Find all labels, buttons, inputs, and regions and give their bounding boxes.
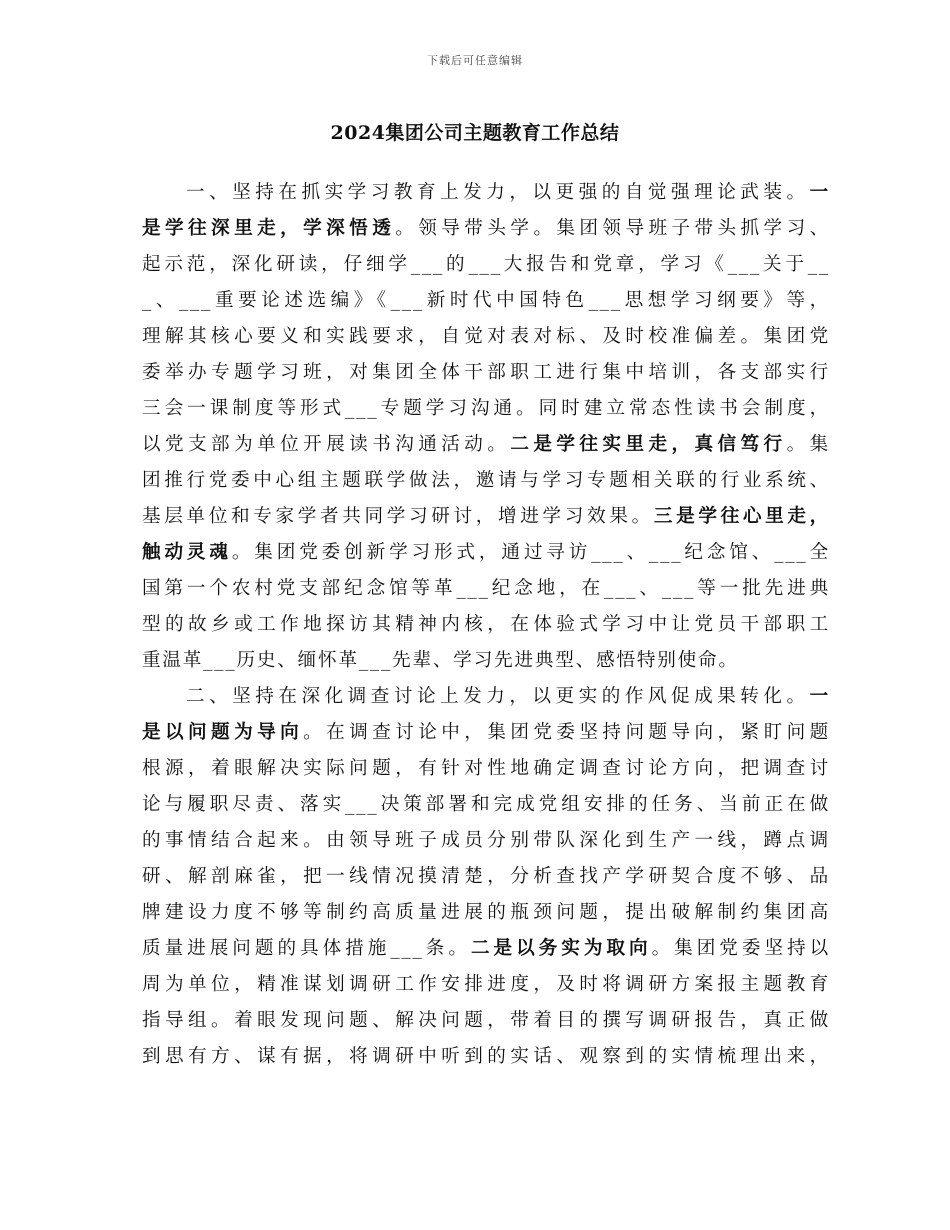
bold-text-segment: 是学往深里走，学深悟透 bbox=[142, 218, 396, 239]
text-line bbox=[142, 859, 830, 895]
bold-text-segment: 二是以务实为取向 bbox=[470, 938, 652, 959]
text-line bbox=[142, 535, 830, 571]
text-segment: 周为单位，精准谋划调研工作安排进度，及时将调研方案报主题教育 bbox=[142, 974, 830, 995]
text-segment: 团推行党委中心组主题联学做法，邀请与学习专题相关联的行业系统、 bbox=[142, 470, 830, 491]
text-segment: 国第一个农村党支部纪念馆等革___纪念地，在___、___等一批先进典 bbox=[142, 578, 830, 599]
text-line bbox=[142, 463, 830, 499]
text-line bbox=[142, 787, 830, 823]
text-line bbox=[142, 211, 830, 247]
text-segment: 。领导带头学。集团领导班子带头抓学习、 bbox=[395, 218, 830, 239]
document-body bbox=[142, 175, 830, 1075]
header-note: 下载后可任意编辑 bbox=[427, 54, 523, 67]
text-line bbox=[142, 319, 830, 355]
text-segment: 指导组。着眼发现问题、解决问题，带着目的撰写调研报告，真正做 bbox=[142, 1010, 830, 1031]
text-segment: 三会一课制度等形式___专题学习沟通。同时建立常态性读书会制度， bbox=[142, 398, 830, 419]
bold-text-segment: 三是学往心里走， bbox=[653, 506, 830, 527]
text-segment: 研、解剖麻雀，把一线情况摸清楚，分析查找产学研契合度不够、品 bbox=[142, 866, 830, 887]
text-line bbox=[142, 391, 830, 427]
text-segment: 。在调查讨论中，集团党委坚持问题导向，紧盯问题 bbox=[303, 722, 830, 743]
document-title: 2024集团公司主题教育工作总结 bbox=[330, 122, 620, 144]
text-segment: _、___重要论述选编》《___新时代中国特色___思想学习纲要》等， bbox=[142, 290, 830, 311]
text-line bbox=[142, 715, 830, 751]
text-line bbox=[142, 823, 830, 859]
text-segment: 。集团党委创新学习形式，通过寻访___、___纪念馆、___全 bbox=[231, 542, 830, 563]
bold-text-segment: 是以问题为导向 bbox=[142, 722, 304, 743]
text-segment: 基层单位和专家学者共同学习研讨，增进学习效果。 bbox=[142, 506, 654, 527]
text-line bbox=[142, 751, 830, 787]
bold-text-segment: 触动灵魂 bbox=[142, 542, 232, 563]
text-segment: 型的故乡或工作地探访其精神内核，在体验式学习中让党员干部职工 bbox=[142, 614, 830, 635]
text-line bbox=[142, 895, 830, 931]
text-segment: 质量进展问题的具体措施___条。 bbox=[142, 938, 471, 959]
text-line bbox=[142, 931, 830, 967]
text-segment: 重温革___历史、缅怀革___先辈、学习先进典型、感悟特别使命。 bbox=[142, 650, 739, 671]
bold-text-segment: 一 bbox=[809, 182, 830, 203]
text-segment: 起示范，深化研读，仔细学___的___大报告和党章，学习《___关于__ bbox=[142, 254, 830, 275]
text-line bbox=[142, 247, 830, 283]
bold-text-segment: 一 bbox=[809, 686, 830, 707]
text-segment: 。集 bbox=[786, 434, 830, 455]
text-line bbox=[142, 679, 830, 715]
text-line bbox=[142, 499, 830, 535]
text-segment: 牌建设力度不够等制约高质量进展的瓶颈问题，提出破解制约集团高 bbox=[142, 902, 830, 923]
text-segment: 以党支部为单位开展读书沟通活动。 bbox=[142, 434, 511, 455]
text-segment: 根源，着眼解决实际问题，有针对性地确定调查讨论方向，把调查讨 bbox=[142, 758, 830, 779]
text-segment: 。集团党委坚持以 bbox=[651, 938, 830, 959]
text-segment: 一、坚持在抓实学习教育上发力，以更强的自觉强理论武装。 bbox=[186, 182, 810, 203]
text-segment: 论与履职尽责、落实___决策部署和完成党组安排的任务、当前正在做 bbox=[142, 794, 830, 815]
text-line bbox=[142, 427, 830, 463]
text-line bbox=[142, 1003, 830, 1039]
text-segment: 到思有方、谋有据，将调研中听到的实话、观察到的实情梳理出来， bbox=[142, 1046, 830, 1067]
text-line bbox=[142, 607, 830, 643]
text-line bbox=[142, 175, 830, 211]
text-segment: 的事情结合起来。由领导班子成员分别带队深化到生产一线，蹲点调 bbox=[142, 830, 830, 851]
text-segment: 二、坚持在深化调查讨论上发力，以更实的作风促成果转化。 bbox=[186, 686, 810, 707]
text-line bbox=[142, 283, 830, 319]
text-segment: 委举办专题学习班，对集团全体干部职工进行集中培训，各支部实行 bbox=[142, 362, 830, 383]
text-segment: 理解其核心要义和实践要求，自觉对表对标、及时校准偏差。集团党 bbox=[142, 326, 830, 347]
text-line bbox=[142, 355, 830, 391]
bold-text-segment: 二是学往实里走，真信笃行 bbox=[510, 434, 787, 455]
text-line bbox=[142, 643, 830, 679]
text-line bbox=[142, 1039, 830, 1075]
text-line bbox=[142, 967, 830, 1003]
text-line bbox=[142, 571, 830, 607]
